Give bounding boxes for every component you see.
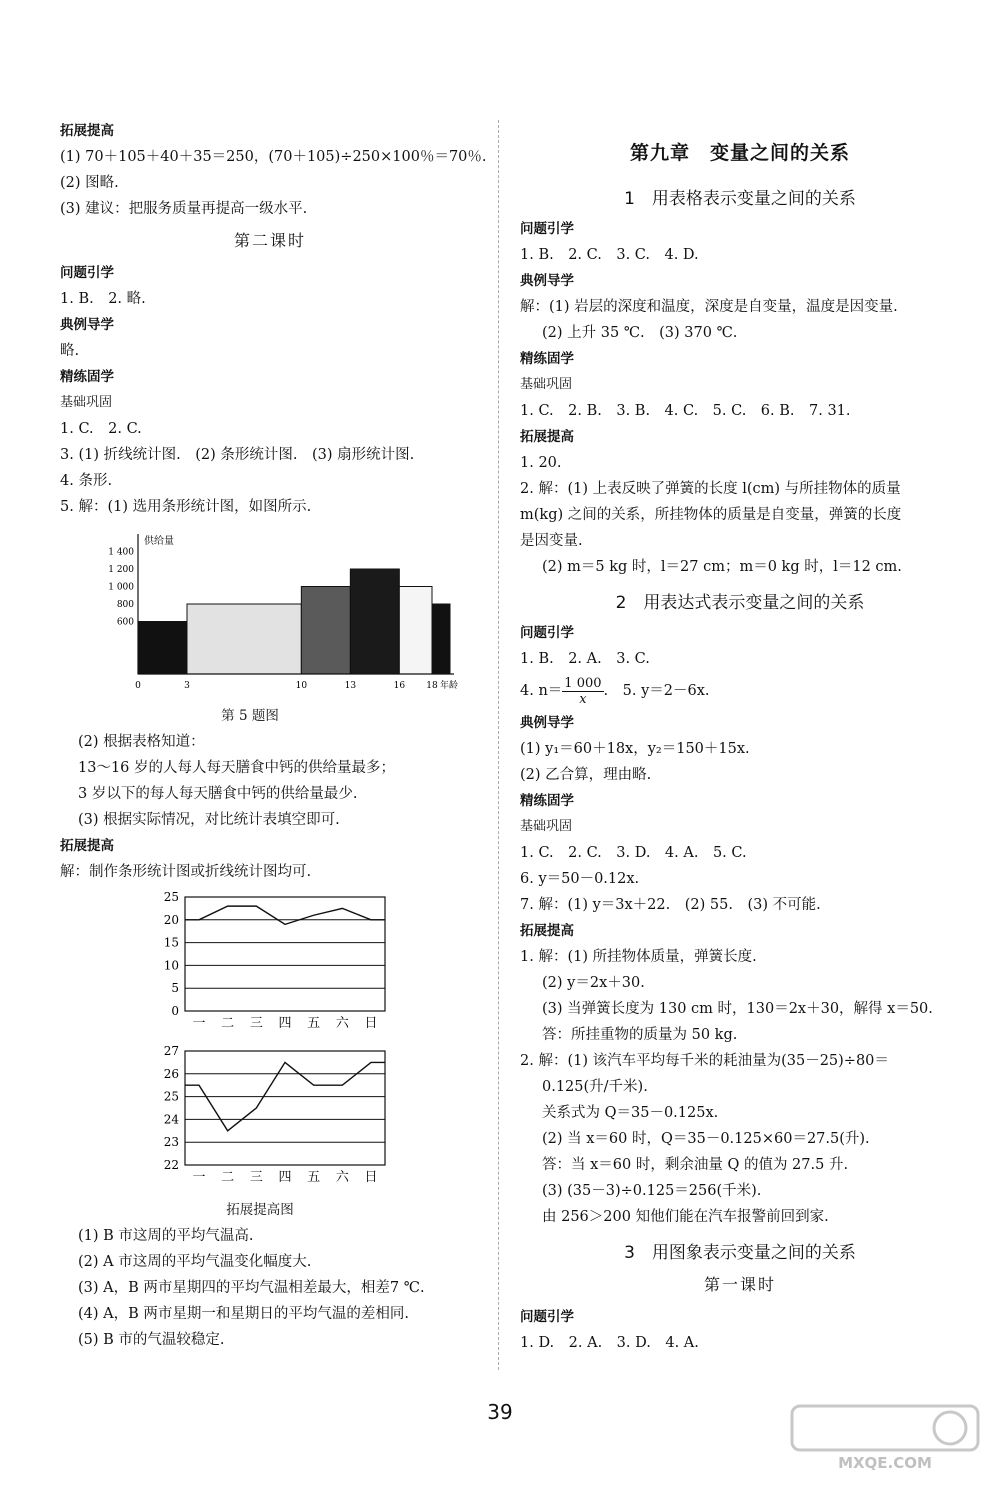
answer-line: 由 256＞200 知他们能在汽车报警前回到家. <box>542 1209 829 1225</box>
answer-line: 3. (1) 折线统计图. (2) 条形统计图. (3) 扇形统计图. <box>60 447 415 463</box>
y-tick-label: 20 <box>163 912 179 927</box>
y-tick-label: 5 <box>171 981 179 996</box>
answer-line: 1. B. 2. 略. <box>60 291 146 307</box>
x-tick-label: 五 <box>307 1016 321 1031</box>
answer-line: 1. B. 2. A. 3. C. <box>520 651 650 667</box>
y-tick-label: 24 <box>163 1112 179 1127</box>
y-tick-label: 27 <box>163 1044 179 1058</box>
bar <box>301 587 350 675</box>
answer-line: (2) y＝2x＋30. <box>542 975 645 991</box>
x-tick-label: 一 <box>192 1016 206 1031</box>
answer-line: 4. 条形. <box>60 473 113 489</box>
x-tick-label: 四 <box>278 1016 292 1031</box>
subsection-heading: 基础巩固 <box>60 395 113 410</box>
x-tick-label: 三 <box>249 1016 263 1031</box>
section-heading: 精练固学 <box>60 369 114 385</box>
x-tick-label: 三 <box>249 1170 263 1185</box>
answer-line: (3) A，B 两市星期四的平均气温相差最大，相差7 ℃. <box>78 1280 425 1296</box>
y-tick-label: 22 <box>163 1158 179 1172</box>
section-heading: 典例导学 <box>520 273 574 289</box>
right-column <box>520 118 960 1356</box>
y-tick-label: 600 <box>116 617 134 628</box>
x-tick-label: 18 <box>426 681 438 691</box>
answer-line: (1) B 市这周的平均气温高. <box>78 1228 254 1244</box>
x-tick-label: 四 <box>278 1170 292 1185</box>
x-tick-label: 二 <box>221 1170 235 1185</box>
answer-line: 略. <box>60 343 80 359</box>
answer-line: (3) 建议：把服务质量再提高一级水平. <box>60 201 308 217</box>
answer-line: (3) 根据实际情况，对比统计表填空即可. <box>78 812 340 828</box>
answer-line: (2) 图略. <box>60 175 119 191</box>
section-title: 2 用表达式表示变量之间的关系 <box>615 593 865 613</box>
answer-line: (2) 根据表格知道： <box>78 734 205 750</box>
bar <box>399 587 432 675</box>
x-tick-label: 一 <box>192 1170 206 1185</box>
line-chart-bottom <box>60 1043 460 1193</box>
answer-line: 1. B. 2. C. 3. C. 4. D. <box>520 247 699 263</box>
section-title: 3 用图象表示变量之间的关系 <box>624 1243 856 1263</box>
answer-line: 解：(1) 岩层的深度和温度，深度是自变量，温度是因变量. <box>520 299 898 315</box>
y-axis-label: 供给量 <box>144 536 174 547</box>
y-tick-label: 23 <box>163 1135 179 1150</box>
x-tick-label: 二 <box>221 1016 235 1031</box>
chapter-title: 第九章 变量之间的关系 <box>629 142 850 164</box>
y-tick-label: 1 400 <box>108 547 134 558</box>
y-tick-label: 1 200 <box>108 565 134 575</box>
series-line <box>185 906 385 924</box>
answer-line: 1. C. 2. C. 3. D. 4. A. 5. C. <box>520 845 747 861</box>
answer-line: 5. 解：(1) 选用条形统计图，如图所示. <box>60 499 312 515</box>
section-heading: 拓展提高 <box>520 923 574 939</box>
watermark-circle <box>934 1412 966 1444</box>
figure-caption: 第 5 题图 <box>221 708 279 724</box>
section-heading: 问题引学 <box>520 1309 574 1325</box>
answer-line: (1) 70＋105＋40＋35＝250，(70＋105)÷250×100％＝70％. <box>60 149 487 165</box>
x-tick-label: 0 <box>135 681 141 691</box>
figure-caption: 拓展提高图 <box>226 1202 294 1218</box>
answer-line: 6. y＝50－0.12x. <box>520 871 640 887</box>
left-column <box>60 118 487 1353</box>
answer-line: 13～16 岁的人每人每天膳食中钙的供给量最多； <box>78 760 396 776</box>
section-heading: 问题引学 <box>520 221 574 237</box>
q4-suffix: . 5. y＝2－6x. <box>603 683 710 699</box>
bar <box>350 569 399 674</box>
x-tick-label: 13 <box>344 681 357 691</box>
y-tick-label: 800 <box>116 600 134 610</box>
answer-line: 3 岁以下的每人每天膳食中钙的供给量最少. <box>78 786 358 802</box>
answer-line: 0.125(升/千米). <box>542 1079 648 1095</box>
answer-line: (2) 上升 35 ℃. (3) 370 ℃. <box>542 325 738 341</box>
fraction-numerator: 1 000 <box>564 675 602 691</box>
answer-line: (2) 当 x＝60 时，Q＝35－0.125×60＝27.5(升). <box>542 1131 870 1147</box>
lesson-title: 第二课时 <box>233 231 306 250</box>
section-heading: 问题引学 <box>520 625 574 641</box>
line-chart-top <box>60 889 460 1039</box>
page-number: 39 <box>487 1400 513 1424</box>
section-heading: 拓展提高 <box>60 838 114 854</box>
answer-line: (2) 乙合算，理由略. <box>520 767 652 783</box>
answer-line: 1. 20. <box>520 455 562 471</box>
subsection-heading: 基础巩固 <box>520 377 573 392</box>
answer-line: 是因变量. <box>520 533 583 549</box>
answer-line: 答：所挂重物的质量为 50 kg. <box>542 1027 738 1043</box>
bar-chart <box>60 524 460 699</box>
y-tick-label: 15 <box>163 935 179 950</box>
answer-line: (2) A 市这周的平均气温变化幅度大. <box>78 1254 312 1270</box>
section-heading: 典例导学 <box>60 317 114 333</box>
answer-line: 1. C. 2. B. 3. B. 4. C. 5. C. 6. B. 7. 31. <box>520 403 851 419</box>
answer-line: 解：制作条形统计图或折线统计图均可. <box>60 864 312 880</box>
x-tick-label: 日 <box>364 1016 378 1031</box>
column-divider <box>498 120 499 1370</box>
fraction-denominator: x <box>579 691 587 707</box>
x-tick-label: 10 <box>295 681 308 691</box>
y-tick-label: 25 <box>163 890 179 904</box>
answer-line-fraction <box>520 672 960 710</box>
answer-line: 关系式为 Q＝35－0.125x. <box>542 1105 719 1121</box>
answer-line: (3) (35－3)÷0.125＝256(千米). <box>542 1183 762 1199</box>
y-tick-label: 25 <box>163 1089 179 1104</box>
watermark-logo <box>790 1404 980 1474</box>
bar <box>138 622 187 675</box>
x-tick-label: 日 <box>364 1170 378 1185</box>
section-heading: 问题引学 <box>60 265 114 281</box>
section-heading: 精练固学 <box>520 351 574 367</box>
q4-prefix: 4. n＝ <box>520 683 563 699</box>
answer-line: 2. 解：(1) 上表反映了弹簧的长度 l(cm) 与所挂物体的质量 <box>520 481 901 497</box>
x-tick-label: 16 <box>393 681 406 691</box>
section-heading: 精练固学 <box>520 793 574 809</box>
answer-line: 1. C. 2. C. <box>60 421 142 437</box>
y-tick-label: 0 <box>171 1004 179 1018</box>
lesson-title: 第一课时 <box>703 1275 776 1294</box>
answer-line: (1) y₁＝60＋18x，y₂＝150＋15x. <box>520 741 750 757</box>
answer-line: (4) A，B 两市星期一和星期日的平均气温的差相同. <box>78 1306 409 1322</box>
x-tick-label: 六 <box>335 1170 349 1185</box>
y-tick-label: 10 <box>163 958 179 973</box>
x-axis-label: 年龄 <box>440 681 459 691</box>
section-heading: 典例导学 <box>520 715 574 731</box>
plot-frame <box>185 1051 385 1165</box>
subsection-heading: 基础巩固 <box>520 819 573 834</box>
answer-line: (5) B 市的气温较稳定. <box>78 1332 225 1348</box>
answer-line: (2) m＝5 kg 时，l＝27 cm；m＝0 kg 时，l＝12 cm. <box>542 559 902 575</box>
x-tick-label: 五 <box>307 1170 321 1185</box>
section-heading: 拓展提高 <box>60 123 114 139</box>
answer-line: 1. D. 2. A. 3. D. 4. A. <box>520 1335 699 1351</box>
bar <box>187 604 301 674</box>
watermark-text: MXQE.COM <box>838 1454 932 1472</box>
fraction <box>562 676 603 707</box>
answer-line: (3) 当弹簧长度为 130 cm 时，130＝2x＋30，解得 x＝50. <box>542 1001 933 1017</box>
answer-line: m(kg) 之间的关系，所挂物体的质量是自变量，弹簧的长度 <box>520 507 902 523</box>
answer-line: 1. 解：(1) 所挂物体质量，弹簧长度. <box>520 949 757 965</box>
y-tick-label: 1 000 <box>108 582 134 593</box>
section-heading: 拓展提高 <box>520 429 574 445</box>
section-title: 1 用表格表示变量之间的关系 <box>624 189 856 209</box>
answer-line: 7. 解：(1) y＝3x＋22. (2) 55. (3) 不可能. <box>520 897 821 913</box>
x-tick-label: 3 <box>184 681 190 691</box>
bar <box>432 604 450 674</box>
answer-line: 2. 解：(1) 该汽车平均每千米的耗油量为(35－25)÷80＝ <box>520 1053 889 1069</box>
x-tick-label: 六 <box>335 1016 349 1031</box>
answer-line: 答：当 x＝60 时，剩余油量 Q 的值为 27.5 升. <box>542 1157 849 1173</box>
y-tick-label: 26 <box>163 1066 179 1081</box>
